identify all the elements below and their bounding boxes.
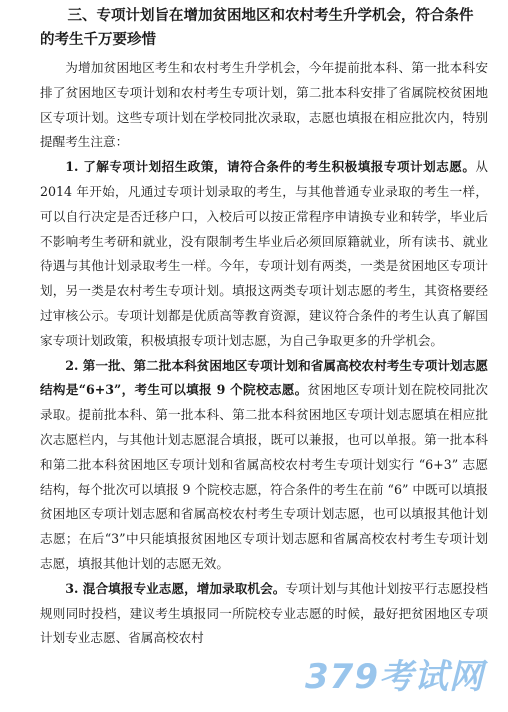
item-2-body: 贫困地区专项计划在院校同批次录取。提前批本科、第一批本科、第二批本科贫困地区专项计划志愿填在相应批次志愿栏内，与其他计划志愿混合填报，既可以兼报，也可以单报。第一批本科和第二批本科贫困地区专项计划和省属高校农村考生专项计划实行 “6+3” 志愿结构，每个批次可以填报 9 个院校志愿，符合条件的考生在前 “6” 中既可以填报贫困地区专项计划志愿和省属高校农村考生专项计划志愿，也可以填报其他计划志愿；在后“3”中只能填报贫困地区专项计划志愿和省属高校农村考生专项计划志愿，填报其他计划的志愿无效。 <box>40 382 489 571</box>
item-1-lead: 1. 了解专项计划招生政策，请符合条件的考生积极填报专项计划志愿。 <box>65 159 476 175</box>
item-3-paragraph <box>40 577 488 651</box>
section-heading: 三、专项计划旨在增加贫困地区和农村考生升学机会，符合条件的考生千万要珍惜 <box>40 7 474 48</box>
item-3-body: 专项计划与其他计划按平行志愿投档规则同时投档，建议考生填报同一所院校专业志愿的时候，最好把贫困地区专项计划专业志愿、省属高校农村 <box>40 580 488 646</box>
item-2-lead: 2. 第一批、第二批本科贫困地区专项计划和省属高校农村考生专项计划志愿结构是“6+3”，考生可以填报 9 个院校志愿。 <box>40 357 488 398</box>
item-3-lead: 3. 混合填报专业志愿，增加录取机会。 <box>65 580 286 596</box>
site-watermark: 379考试网 <box>305 657 484 697</box>
item-2-paragraph <box>40 354 488 577</box>
intro-paragraph: 为增加贫困地区考生和农村考生升学机会，今年提前批本科、第一批本科安排了贫困地区专项计划和农村考生专项计划，第二批本科安排了省属院校贫困地区专项计划。这些专项计划在学校同批次录取，志愿也填报在相应批次内，特别提醒考生注意： <box>40 60 488 150</box>
item-1-body: 从 2014 年开始，凡通过专项计划录取的考生，与其他普通专业录取的考生一样，可以自行决定是否迁移户口，入校后可以按正常程序申请换专业和转学，毕业后不影响考生考研和就业，没有限制考生毕业后必须回原籍就业，所有读书、就业待遇与其他计划录取考生一样。今年，专项计划有两类，一类是贫困地区专项计划，另一类是农村考生专项计划。填报这两类专项计划志愿的考生，其资格要经过审核公示。专项计划都是优质高等教育资源，建议符合条件的考生认真了解国家专项计划政策，积极填报专项计划志愿，为自己争取更多的升学机会。 <box>40 159 488 348</box>
item-1-paragraph <box>40 155 488 353</box>
